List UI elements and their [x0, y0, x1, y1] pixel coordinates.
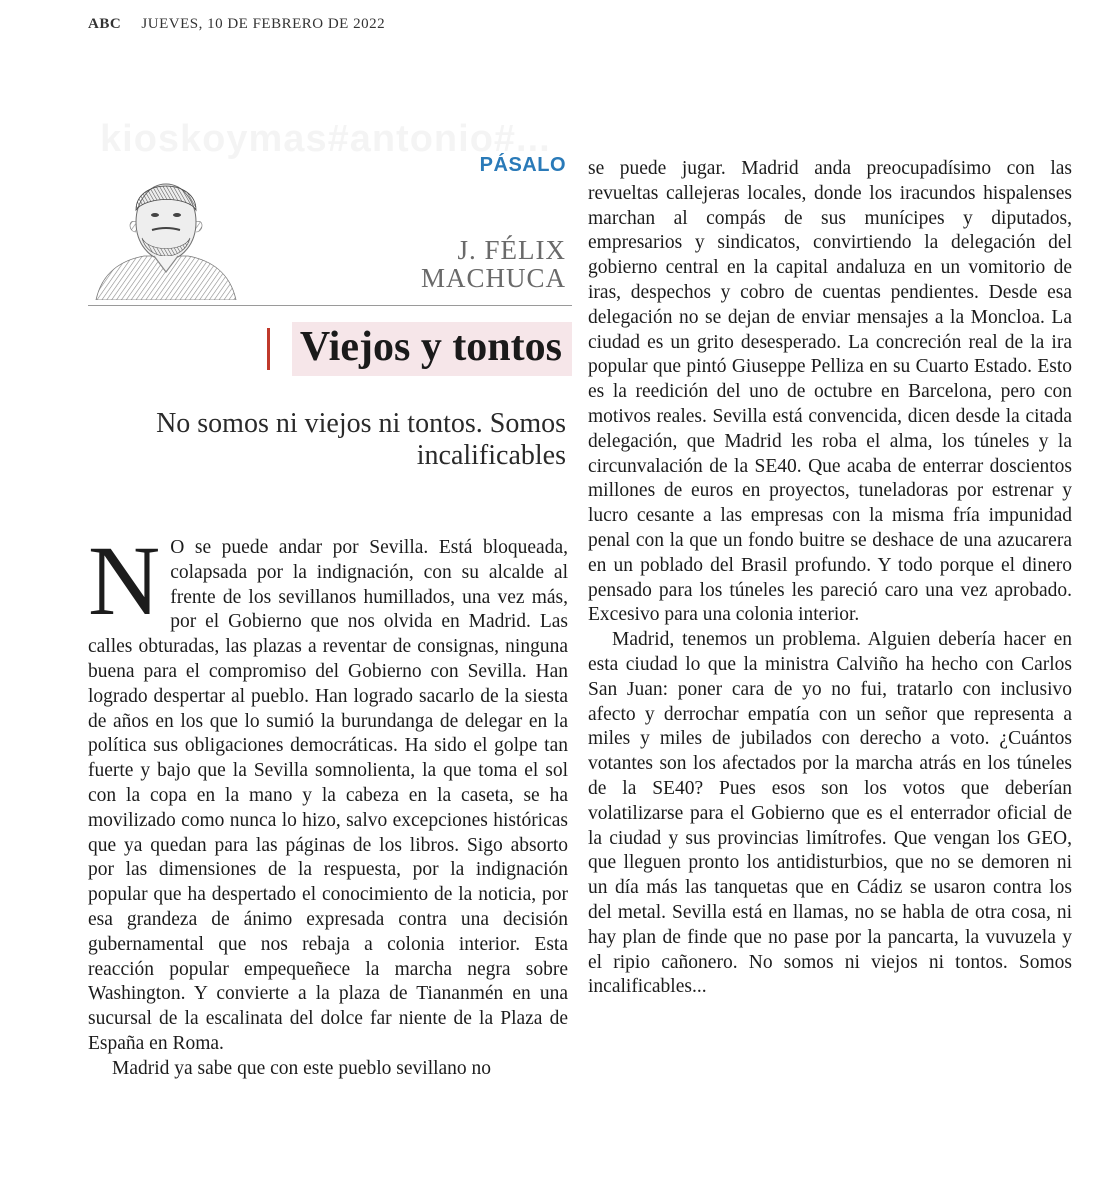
page-header: [88, 16, 385, 33]
author-byline: [421, 236, 566, 292]
article-column-1: [88, 525, 568, 1082]
paragraph-1: [88, 525, 568, 1057]
paragraph-2-continued: se puede jugar. Madrid anda preocupadísimo con las revueltas callejeras locales, donde los iracundos hispalenses marchan al compás de sus munícipes y diputados, empresarios y sindicatos, convirtiendo la delegación del gobierno central en la capital andaluza en un vomitorio de iras, despechos y cobro de cuentas pendientes. Desde esa delegación no se dejan de enviar mensajes a la Moncloa. La ciudad es un grito desesperado. La concreción real de la ira popular que pintó Giuseppe Pelliza en su Cuarto Estado. Esto es la reedición del uno de octubre en Barcelona, pero con motivos reales. Sevilla está convencida, dicen desde la citada delegación, que Madrid les roba el alma, los túneles y la circunvalación de la SE40. Que acaba de enterrar doscientos millones de euros en proyectos, tuneladoras por estrenar y lucro cesante a las empresas con la misma fría impunidad penal con la que un fondo buitre se deshace de una azucarera en un poblado del Brasil profundo. Y todo porque el dinero pensado para los túneles les pareció caro una vez aprobado. Excesivo para una colonia interior.: [588, 158, 1072, 626]
publication-name: ABC: [88, 16, 122, 32]
drop-cap: N: [88, 525, 161, 636]
section-tag: PÁSALO: [479, 154, 566, 176]
divider: [88, 305, 572, 306]
article-column-2: [588, 157, 1072, 1000]
paragraph-1-text: O se puede andar por Sevilla. Está bloqueada, colapsada por la indignación, con su alcalde al frente de los sevillanos humillados, una vez más, por el Gobierno que nos olvida en Madrid. Las calles obturadas, las plazas a reventar de consignas, ninguna buena para el compromiso del Gobierno con Sevilla. Han logrado despertar al pueblo. Han logrado sacarlo de la siesta de años en los que lo sumió la burundanga de delegar en la política sus obligaciones democráticas. Ha sido el golpe tan fuerte y bajo que la Sevilla somnolienta, la que toma el sol con la copa en la mano y la cabeza en la caseta, se ha movilizado como nunca lo hizo, salvo excepciones históricas que ya quedan para las páginas de los libros. Sigo absorto por las dimensiones de la respuesta, por la indignación popular que ha despertado el conocimiento de la noticia, por esa grandeza de ánimo expresada contra una decisión gubernamental que nos rebaja a colonia interior. Esta reacción popular empequeñece la marcha negra sobre Washington. Y convierte a la plaza de Tiananmén en una sucursal de la escalinata del dolce far niente de la Plaza de España en Roma.: [88, 537, 568, 1054]
headline: Viejos y tontos: [299, 324, 562, 370]
author-first-name: J. FÉLIX: [457, 235, 566, 265]
paragraph-2-start: Madrid ya sabe que con este pueblo sevillano no: [112, 1057, 492, 1079]
author-portrait-icon: [92, 160, 240, 300]
headline-accent: [267, 328, 270, 370]
issue-date: JUEVES, 10 DE FEBRERO DE 2022: [141, 16, 386, 32]
paragraph-3: Madrid, tenemos un problema. Alguien debería hacer en esta ciudad lo que la ministra Calviño ha hecho con Carlos San Juan: poner cara de yo no fui, tratarlo con inclusivo afecto y derrochar empatía con un señor que representa a miles y miles de jubilados con derecho a voto. ¿Cuántos votantes son los afectados por la marcha atrás en los túneles de la SE40? Pues esos son los votos que deberían volatilizarse para el Gobierno que es el enterrador oficial de la ciudad y sus provincias limítrofes. Que vengan los GEO, que lleguen pronto los antidisturbios, que no se demoren ni un día más las tanquetas que en Cádiz se usaron contra los del metal. Sevilla está en llamas, no se habla de otra cosa, ni hay plan de finde que no pase por la pancarta, la vuvuzela y el ripio cañonero. No somos ni viejos ni tontos. Somos incalificables...: [588, 629, 1072, 998]
headline-highlight: [292, 322, 572, 376]
subtitle: No somos ni viejos ni tontos. Somos incalificables: [156, 408, 566, 471]
author-last-name: MACHUCA: [420, 263, 566, 293]
